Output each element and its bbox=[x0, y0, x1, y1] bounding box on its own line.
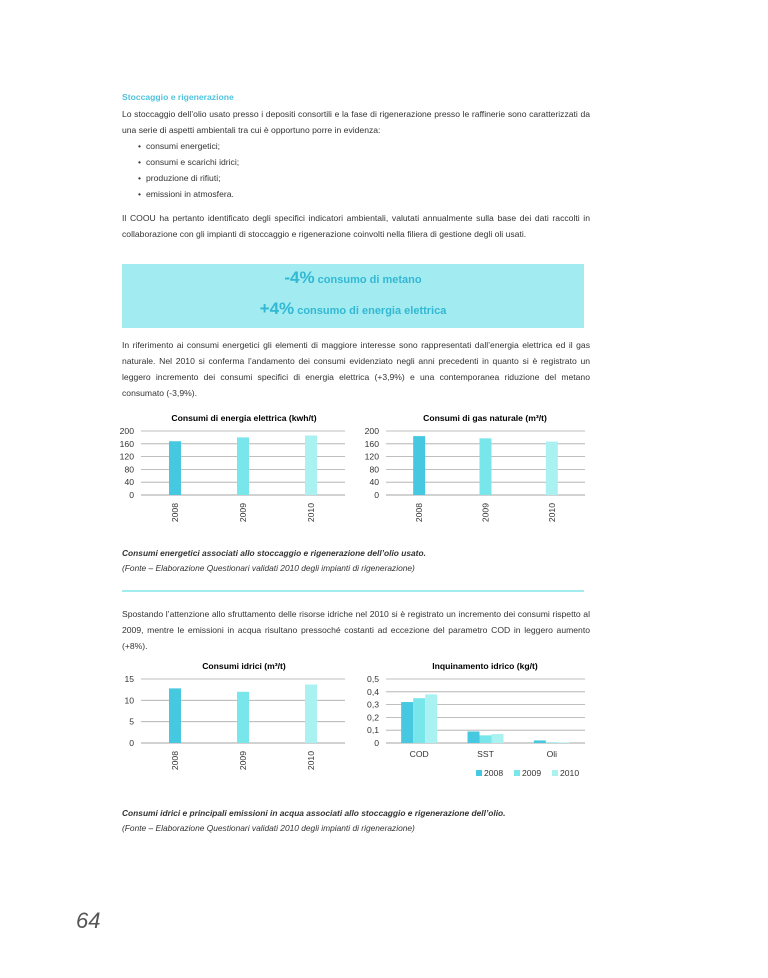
legend-label: 2009 bbox=[522, 768, 542, 778]
energy-paragraph: In riferimento ai consumi energetici gli elementi di maggiore interesse sono rappresentati dall’energia elettrica ed il gas naturale. Nel 2010 si conferma l’andamento dei consumi evidenziato negli anni precedenti in quanto si è registrato un leggero incremento dei consumi specifici di energia elettrica (+3,9%) e una contemporanea riduzione del metano consumato (-3,9%). bbox=[122, 340, 590, 398]
bar bbox=[401, 702, 413, 743]
legend-swatch bbox=[514, 770, 520, 776]
bar bbox=[546, 742, 558, 743]
y-tick-label: 0,4 bbox=[367, 686, 379, 697]
chart-title: Inquinamento idrico (kg/t) bbox=[432, 661, 538, 671]
y-tick-label: 80 bbox=[369, 464, 379, 475]
x-tick-label: Oli bbox=[546, 749, 558, 759]
y-tick-label: 0,1 bbox=[367, 725, 379, 736]
x-tick-label: 2009 bbox=[238, 503, 248, 523]
chart-title: Consumi di gas naturale (m³/t) bbox=[423, 413, 547, 423]
legend-label: 2008 bbox=[484, 768, 504, 778]
list-item: • consumi e scarichi idrici; bbox=[122, 154, 582, 170]
y-tick-label: 80 bbox=[124, 464, 134, 475]
y-tick-label: 40 bbox=[369, 477, 379, 488]
y-tick-label: 0 bbox=[374, 490, 379, 500]
chart-title: Consumi di energia elettrica (kwh/t) bbox=[171, 413, 317, 423]
y-tick-label: 0 bbox=[374, 738, 379, 748]
caption-source: (Fonte – Elaborazione Questionari validati 2010 degli impianti di rigenerazione) bbox=[122, 823, 415, 833]
legend-swatch bbox=[476, 770, 482, 776]
highlight-value: +4% bbox=[259, 299, 295, 318]
x-tick-label: 2008 bbox=[414, 503, 425, 523]
x-tick-label: 2008 bbox=[170, 503, 180, 523]
y-tick-label: 0 bbox=[129, 738, 134, 748]
legend-swatch bbox=[552, 770, 558, 776]
x-tick-label: 2010 bbox=[306, 751, 316, 771]
list-item: • produzione di rifiuti; bbox=[122, 170, 582, 186]
x-tick-label: 2010 bbox=[306, 503, 316, 523]
x-tick-label: 2010 bbox=[546, 503, 557, 523]
figure-caption-water bbox=[122, 806, 592, 836]
y-tick-label: 15 bbox=[124, 674, 134, 684]
y-tick-label: 5 bbox=[129, 716, 134, 727]
highlight-label: consumo di energia elettrica bbox=[294, 305, 447, 317]
bar bbox=[425, 694, 437, 743]
y-tick-label: 40 bbox=[124, 477, 134, 488]
y-tick-label: 10 bbox=[124, 695, 134, 706]
y-tick-label: 0,2 bbox=[367, 712, 379, 723]
bar bbox=[468, 731, 480, 743]
highlight-value: -4% bbox=[284, 268, 315, 287]
section-title: Stoccaggio e rigenerazione bbox=[122, 92, 234, 102]
legend-label: 2010 bbox=[560, 768, 580, 778]
y-tick-label: 120 bbox=[364, 451, 379, 462]
bar bbox=[413, 698, 425, 743]
list-item: • consumi energetici; bbox=[122, 138, 582, 154]
water-paragraph: Spostando l’attenzione allo sfruttamento delle risorse idriche nel 2010 si è registrato un incremento dei consumi rispetto al 2009, mentre le emissioni in acqua risultano pressoché costanti ad eccezione del parametro COD in leggero aumento (+8%). bbox=[122, 609, 590, 651]
indicators-paragraph: Il COOU ha pertanto identificato degli specifici indicatori ambientali, valutati annualmente sulla base dei dati raccolti in collaborazione con gli impianti di stoccaggio e rigenerazione coinvolti nella filiera di gestione degli oli usati. bbox=[122, 213, 590, 239]
y-tick-label: 120 bbox=[119, 451, 134, 462]
y-tick-label: 200 bbox=[119, 426, 134, 436]
bar bbox=[534, 740, 546, 743]
intro-paragraph: Lo stoccaggio dell’olio usato presso i depositi consortili e la fase di rigenerazione presso le raffinerie sono caratterizzati da una serie di aspetti ambientali tra cui è opportuno porre in evidenza: bbox=[122, 109, 590, 135]
list-item: • emissioni in atmosfera. bbox=[122, 186, 582, 202]
x-tick-label: SST bbox=[477, 749, 494, 759]
x-tick-label: COD bbox=[409, 749, 429, 759]
y-tick-label: 0,3 bbox=[367, 699, 379, 710]
y-tick-label: 160 bbox=[364, 438, 379, 449]
chart-title: Consumi idrici (m³/t) bbox=[202, 661, 286, 671]
caption-source: (Fonte – Elaborazione Questionari validati 2010 degli impianti di rigenerazione) bbox=[122, 563, 415, 573]
bar bbox=[558, 742, 570, 743]
y-tick-label: 160 bbox=[119, 438, 134, 449]
caption-title: Consumi idrici e principali emissioni in acqua associati allo stoccaggio e rigenerazione dell’olio. bbox=[122, 808, 506, 818]
y-tick-label: 0,5 bbox=[367, 674, 379, 684]
x-tick-label: 2008 bbox=[170, 751, 180, 771]
x-tick-label: 2009 bbox=[480, 503, 491, 523]
bar bbox=[492, 734, 504, 743]
bar bbox=[480, 735, 492, 743]
x-tick-label: 2009 bbox=[238, 751, 248, 771]
y-tick-label: 0 bbox=[129, 490, 134, 500]
highlight-label: consumo di metano bbox=[314, 274, 422, 286]
y-tick-label: 200 bbox=[364, 426, 379, 436]
page-number: 64 bbox=[76, 908, 101, 933]
caption-title: Consumi energetici associati allo stoccaggio e rigenerazione dell’olio usato. bbox=[122, 548, 426, 558]
